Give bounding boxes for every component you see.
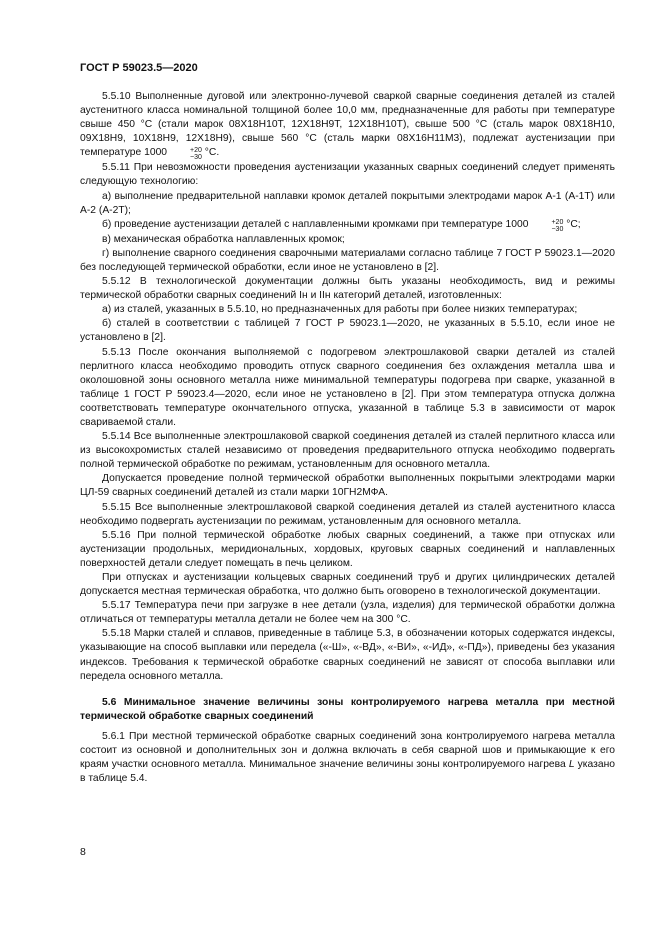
page-number: 8 [80, 846, 86, 858]
list-item-a: а) выполнение предварительной наплавки кромок деталей покрытыми электродами марок А-1 (А-1Т) или А-2 (А-2Т); [80, 190, 615, 216]
list-item-b: б) проведение аустенизации деталей с наплавленными кромками при температуре 1000 +20 −30 °С; [102, 218, 581, 233]
paragraph-5-5-13: 5.5.13 После окончания выполняемой с подогревом электрошлаковой сварки деталей из сталей перлитного класса необходимо проводить отпуск сварного соединения без охлаждения металла шва и околошовной зоны основного металла ниже минимальной температуры подогрева при сварке, указанной в таблице 1 ГОСТ Р 59023.4—2020, если иное не установлено в [2]. При этом температура отпуска должна соответствовать температуре окончательного отпуска, указанной в таблице 5.3 в зависимости от марок свариваемой стали. [80, 346, 615, 428]
paragraph-5-5-14-note: Допускается проведение полной термической обработки выполненных покрытыми электродами марки ЦЛ-59 сварных соединений деталей из стали марки 10ГН2МФА. [80, 473, 615, 499]
paragraph-5-5-16-note: При отпусках и аустенизации кольцевых сварных соединений труб и других цилиндрических деталей допускается местная термическая обработка, что должно быть оговорено в технологической документации. [80, 572, 615, 598]
document-header: ГОСТ Р 59023.5—2020 [80, 62, 198, 74]
paragraph-5-5-18: 5.5.18 Марки сталей и сплавов, приведенные в таблице 5.3, в обозначении которых содержатся индексы, указывающие на способ выплавки или передела («-Ш», «-ВД», «-ВИ», «-ИД», «-ПД»), приведены без указания индексов. Требования к термической обработке сварных соединений не зависят от способа выплавки или передела основного металла. [80, 628, 615, 682]
paragraph-5-5-12: 5.5.12 В технологической документации должны быть указаны необходимость, вид и режимы термической обработки сварных соединений Iн и IIн категорий деталей, изготовленных: [80, 276, 615, 302]
list-item-v: в) механическая обработка наплавленных кромок; [102, 233, 345, 245]
paragraph-5-5-15: 5.5.15 Все выполненные электрошлаковой сваркой соединения деталей из сталей аустенитного класса необходимо подвергать аустенизации по режимам, установленным для основного металла. [80, 501, 615, 527]
paragraph-5-5-17: 5.5.17 Температура печи при загрузке в нее детали (узла, изделия) для термической обработки должна отличаться от температуры металла детали не более чем на 300 °С. [80, 600, 615, 626]
section-title-5-6: 5.6 Минимальное значение величины зоны контролируемого нагрева металла при местной термической обработке сварных соединений [80, 696, 615, 722]
list-item-a: а) из сталей, указанных в 5.5.10, но предназначенных для работы при более низких температурах; [102, 304, 578, 316]
document-body [80, 90, 615, 786]
paragraph-5-5-10: 5.5.10 Выполненные дуговой или электронно-лучевой сваркой сварные соединения деталей из сталей аустенитного класса номинальной толщиной более 10,0 мм, предназначенные для работы при температуре свыше 450 °С (стали марок 08Х18Н10Т, 12Х18Н9Т, 12Х18Н10Т), свыше 500 °С (сталь марок 08Х18Н10, 09Х18Н9, 10Х18Н9, 12Х18Н9), свыше 560 °С (сталь марки 08Х16Н11М3), подлежат аустенизации при температуре 1000 +20 −30 °С. [80, 91, 615, 162]
paragraph-5-5-11: 5.5.11 При невозможности проведения аустенизации указанных сварных соединений следует применять следующую технологию: [80, 162, 615, 188]
list-item-g: г) выполнение сварного соединения сварочными материалами согласно таблице 7 ГОСТ Р 59023.1—2020 без последующей термической обработки, если иное не установлено в [2]. [80, 247, 615, 273]
tolerance: +20 −30 [551, 218, 564, 233]
paragraph-5-5-14: 5.5.14 Все выполненные электрошлаковой сваркой соединения деталей из сталей перлитного класса или из высокохромистых сталей независимо от проведения предварительного отпуска необходимо подвергать полной термической обработке по режимам, установленным для основного металла. [80, 431, 615, 471]
tolerance: +20 −30 [190, 147, 202, 162]
paragraph-5-6-1: 5.6.1 При местной термической обработке сварных соединений зона контролируемого нагрева металла состоит из основной и дополнительных зон и должна включать в себя сварной шов и примыкающие к его краям участки основного металла. Минимальное значение величины зоны контролируемого нагрева L указано в таблице 5.4. [80, 730, 615, 785]
paragraph-5-5-16: 5.5.16 При полной термической обработке любых сварных соединений, а также при отпусках или аустенизации продольных, меридиональных, хордовых, круговых сварных соединений и наплавленных поверхностей детали следует помещать в печь целиком. [80, 529, 615, 569]
list-item-b: б) сталей в соответствии с таблицей 7 ГОСТ Р 59023.1—2020, не указанных в 5.5.10, если иное не установлено в [2]. [80, 318, 615, 344]
